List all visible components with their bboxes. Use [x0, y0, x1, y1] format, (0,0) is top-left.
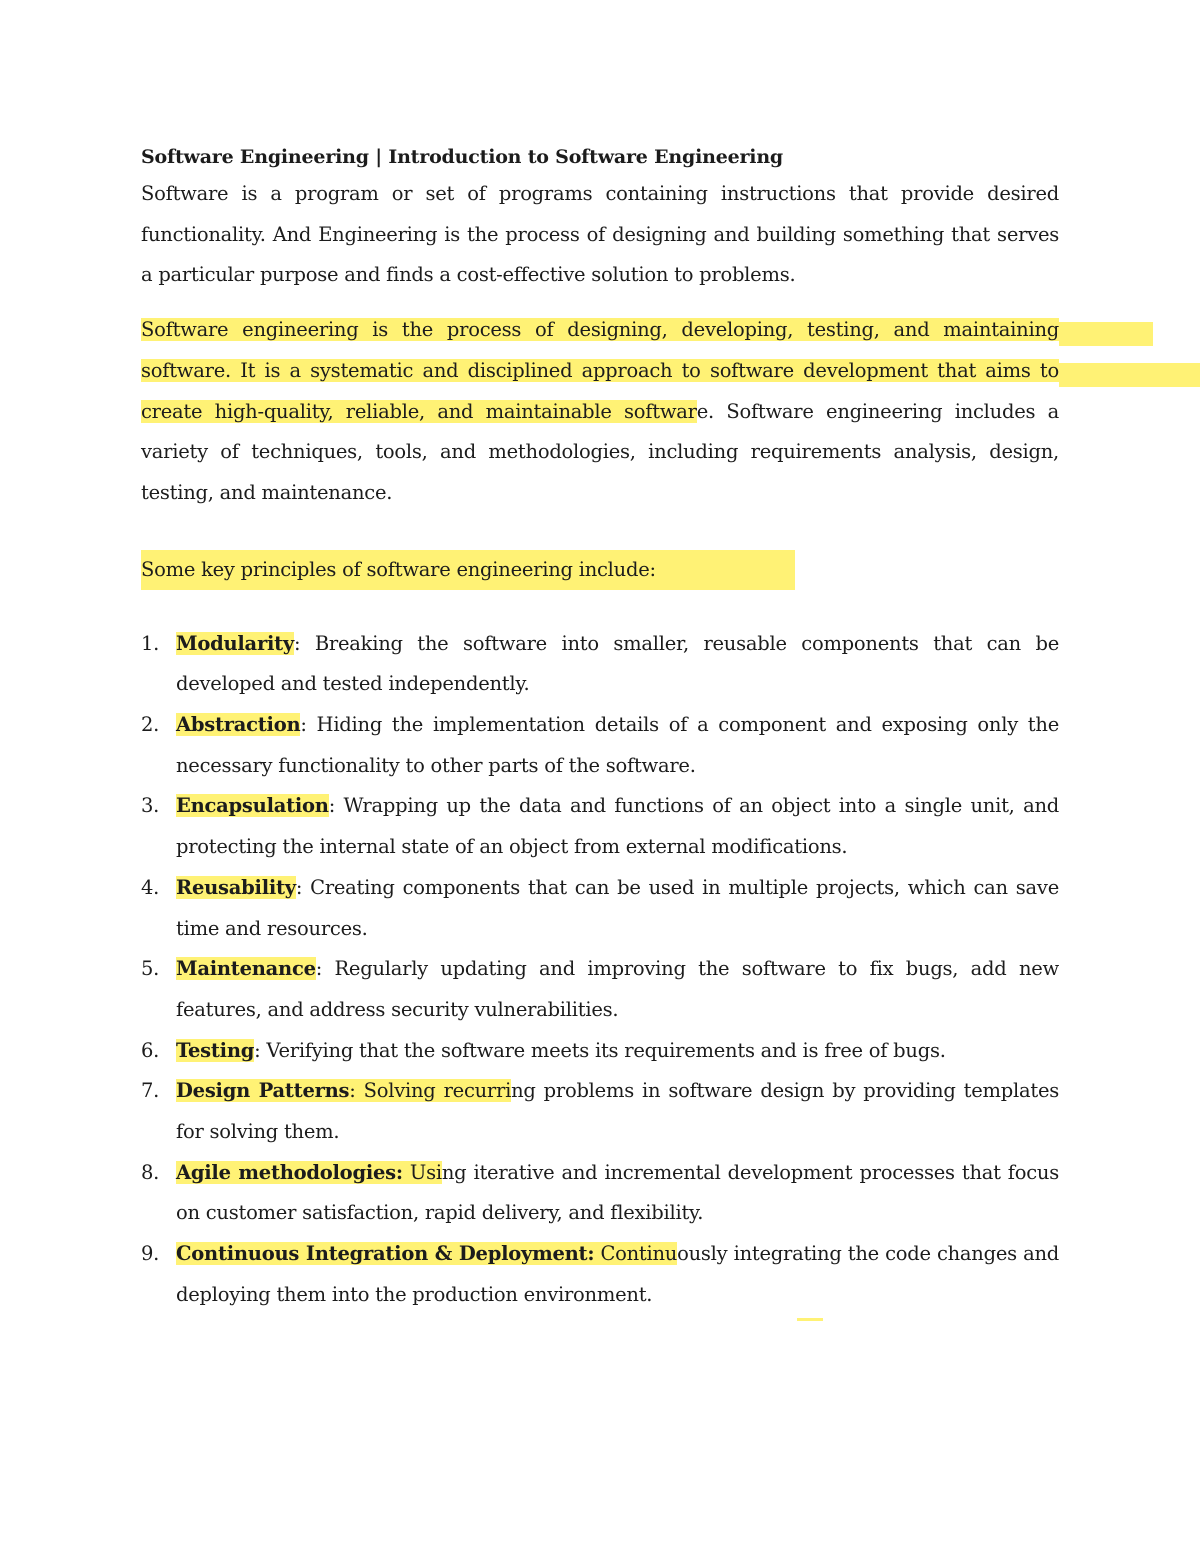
principle-number: 1. [141, 631, 160, 655]
principle-term: Reusability [176, 875, 296, 899]
document-title: Software Engineering | Introduction to Software Engineering [141, 146, 784, 168]
principle-term: Modularity [176, 631, 294, 655]
principle-item-abstraction [141, 705, 1059, 786]
principle-term: Design Patterns [176, 1079, 350, 1103]
principle-item-encapsulation [141, 786, 1059, 867]
principle-description: : Breaking the software into smaller, reusable components that can be developed and tested independently. [176, 631, 1059, 696]
principle-number: 4. [141, 875, 160, 899]
principle-description: : Creating components that can be used in multiple projects, which can save time and resources. [176, 875, 1059, 940]
principle-number: 7. [141, 1079, 160, 1103]
principle-description: : Verifying that the software meets its requirements and is free of bugs. [254, 1038, 946, 1062]
highlight-fragment [797, 1318, 823, 1321]
principle-number: 5. [141, 957, 160, 981]
definition-highlight: Software engineering is the process of designing, developing, testing, and maintaining software. It is a systematic and disciplined approach to software development that aims to create high-quality, reliable, and maintainable softwar [141, 318, 1059, 423]
principle-term: Continuous Integration & Deployment: [176, 1242, 595, 1266]
principle-item-modularity [141, 624, 1059, 705]
principle-term: Encapsulation [176, 794, 329, 818]
principles-list [141, 624, 1059, 1316]
principle-term: Agile methodologies: [176, 1160, 403, 1184]
intro-paragraph: Software is a program or set of programs containing instructions that provide desired functionality. And Engineering is the process of designing and building something that serves a particular purpose and finds a cost-effective solution to problems. [141, 182, 1059, 287]
principle-item-ci-cd [141, 1234, 1059, 1315]
principle-item-reusability [141, 868, 1059, 949]
principle-description-highlight: Continu [594, 1242, 678, 1266]
principle-description: ng iterative and incremental development processes that focus on customer satisfaction, rapid delivery, and flexibility. [176, 1160, 1059, 1225]
principle-description: : Wrapping up the data and functions of an object into a single unit, and protecting the internal state of an object from external modifications. [176, 794, 1059, 859]
document-body [141, 140, 1059, 1316]
principle-item-testing [141, 1031, 1059, 1072]
principle-term: Testing [176, 1038, 255, 1062]
principle-description: : Regularly updating and improving the software to fix bugs, add new features, and address security vulnerabilities. [176, 957, 1059, 1021]
definition-rest: e. Software engineering includes a variety of techniques, tools, and methodologies, including requirements analysis, design, testing, and maintenance. [141, 399, 1059, 504]
principle-item-maintenance [141, 949, 1059, 1030]
principle-description: ng problems in software design by providing templates for solving them. [176, 1079, 1059, 1144]
principles-lead-text: Some key principles of software engineering include: [141, 550, 795, 590]
highlight-overflow-line-1 [1059, 322, 1153, 346]
principle-item-design-patterns [141, 1071, 1059, 1152]
principle-number: 3. [141, 794, 160, 818]
principle-term: Maintenance [176, 957, 316, 981]
principles-lead [141, 550, 1059, 590]
principle-number: 9. [141, 1242, 160, 1266]
principle-description-highlight: Usi [402, 1160, 442, 1184]
principle-number: 6. [141, 1038, 160, 1062]
principle-description-highlight: : Solving recurri [349, 1079, 512, 1103]
principle-number: 8. [141, 1160, 160, 1184]
principle-description: : Hiding the implementation details of a component and exposing only the necessary functionality to other parts of the software. [176, 713, 1059, 777]
principle-number: 2. [141, 713, 160, 737]
principle-item-agile [141, 1153, 1059, 1234]
highlight-overflow-line-2 [1059, 363, 1200, 387]
definition-paragraph [141, 310, 1059, 514]
principle-term: Abstraction [176, 713, 301, 737]
principle-description: ously integrating the code changes and deploying them into the production environment. [176, 1242, 1059, 1306]
